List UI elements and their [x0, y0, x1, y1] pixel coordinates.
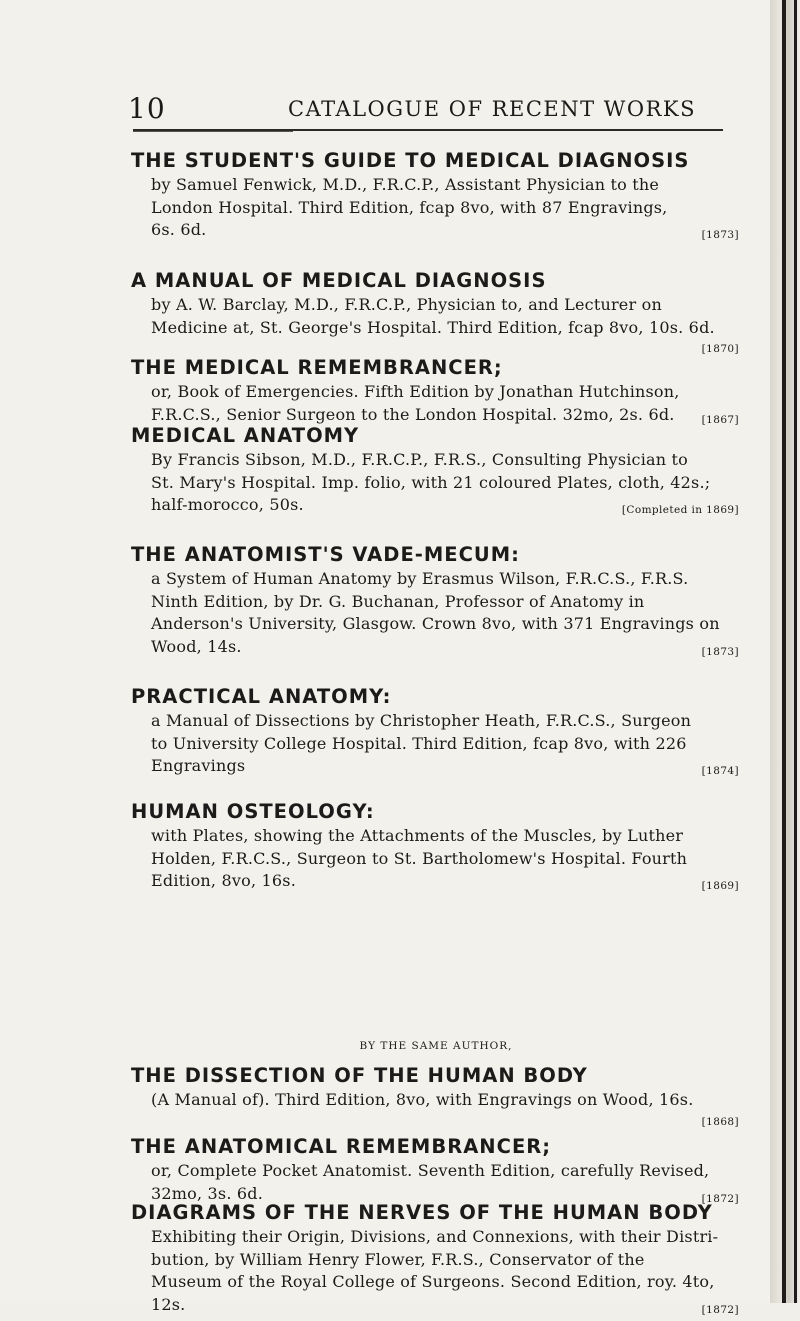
entry-line: or, Complete Pocket Anatomist. Seventh Edition, carefully Revised, [151, 1160, 741, 1183]
entry-line: Wood, 14s. [151, 637, 242, 656]
catalogue-entry [131, 423, 741, 522]
entry-line: Ninth Edition, by Dr. G. Buchanan, Professor of Anatomy in [151, 591, 741, 614]
entry-line: to University College Hospital. Third Edition, fcap 8vo, with 226 [151, 733, 741, 756]
entry-title: DIAGRAMS OF THE NERVES OF THE HUMAN BODY [131, 1200, 741, 1226]
entry-title: HUMAN OSTEOLOGY: [131, 799, 741, 825]
entry-description [131, 568, 741, 658]
entry-line-last [151, 1294, 741, 1317]
entry-description [131, 449, 741, 517]
entry-date: [1868] [151, 1112, 739, 1132]
entry-line: with Plates, showing the Attachments of the Muscles, by Luther [151, 825, 741, 848]
entry-description [131, 1160, 741, 1205]
page-header [128, 92, 728, 132]
entry-line: 32mo, 3s. 6d. [151, 1184, 263, 1203]
entry-date: [Completed in 1869] [622, 499, 739, 522]
entry-line: By Francis Sibson, M.D., F.R.C.P., F.R.S., Consulting Physician to [151, 449, 741, 472]
entry-line: London Hospital. Third Edition, fcap 8vo, with 87 Engravings, [151, 197, 741, 220]
entry-title: THE STUDENT'S GUIDE TO MEDICAL DIAGNOSIS [131, 148, 741, 174]
entry-line: by Samuel Fenwick, M.D., F.R.C.P., Assistant Physician to the [151, 174, 741, 197]
binding-line [794, 0, 797, 1303]
entry-date: [1872] [702, 1299, 739, 1321]
entry-description [131, 294, 741, 359]
entry-line: 6s. 6d. [151, 220, 206, 239]
entry-description [131, 710, 741, 778]
entry-line: by A. W. Barclay, M.D., F.R.C.P., Physician to, and Lecturer on [151, 294, 741, 317]
entry-line: Medicine at, St. George's Hospital. Third Edition, fcap 8vo, 10s. 6d. [151, 317, 741, 340]
entry-line-last [151, 494, 741, 517]
entry-date: [1870] [151, 339, 739, 359]
entry-line: (A Manual of). Third Edition, 8vo, with Engravings on Wood, 16s. [151, 1089, 741, 1112]
entry-line: Holden, F.R.C.S., Surgeon to St. Bartholomew's Hospital. Fourth [151, 848, 741, 871]
entry-title: MEDICAL ANATOMY [131, 423, 741, 449]
page-number: 10 [128, 92, 166, 125]
entry-line: 12s. [151, 1295, 185, 1314]
catalogue-entry [131, 542, 741, 663]
header-rule [133, 129, 723, 131]
entry-line-last [151, 219, 741, 242]
entry-line-last [151, 636, 741, 659]
catalogue-entry [131, 355, 741, 431]
entry-description [131, 1089, 741, 1132]
entry-line: St. Mary's Hospital. Imp. folio, with 21 coloured Plates, cloth, 42s.; [151, 472, 741, 495]
entry-line-last [151, 755, 741, 778]
entry-line: bution, by William Henry Flower, F.R.S., Conservator of the [151, 1249, 741, 1272]
catalogue-entry [131, 799, 741, 898]
entry-title: THE MEDICAL REMEMBRANCER; [131, 355, 741, 381]
entry-description [131, 825, 741, 893]
entry-date: [1874] [702, 760, 739, 783]
entry-title: PRACTICAL ANATOMY: [131, 684, 741, 710]
entry-date: [1873] [702, 641, 739, 664]
entry-title: THE DISSECTION OF THE HUMAN BODY [131, 1063, 741, 1089]
entry-line: a System of Human Anatomy by Erasmus Wilson, F.R.C.S., F.R.S. [151, 568, 741, 591]
entry-line: Engravings [151, 756, 245, 775]
book-gutter-edge [770, 0, 800, 1303]
entry-line: Museum of the Royal College of Surgeons. Second Edition, roy. 4to, [151, 1271, 741, 1294]
entry-line: or, Book of Emergencies. Fifth Edition by Jonathan Hutchinson, [151, 381, 741, 404]
entry-line: Edition, 8vo, 16s. [151, 871, 296, 890]
entry-title: A MANUAL OF MEDICAL DIAGNOSIS [131, 268, 741, 294]
entry-title: THE ANATOMICAL REMEMBRANCER; [131, 1134, 741, 1160]
entry-line: half-morocco, 50s. [151, 495, 304, 514]
entry-date: [1872] [702, 1188, 739, 1211]
entry-description [131, 174, 741, 242]
entry-date: [1873] [702, 224, 739, 247]
catalogue-entry [131, 1134, 741, 1210]
entry-description [131, 381, 741, 426]
binding-line [782, 0, 786, 1303]
catalogue-entry [131, 1063, 741, 1132]
catalogue-entry [131, 148, 741, 247]
entry-line: Anderson's University, Glasgow. Crown 8vo, with 371 Engravings on [151, 613, 741, 636]
entry-date: [1869] [702, 875, 739, 898]
catalogue-entry [131, 684, 741, 783]
entry-line: F.R.C.S., Senior Surgeon to the London Hospital. 32mo, 2s. 6d. [151, 405, 675, 424]
entry-line-last [151, 870, 741, 893]
catalogue-entry [131, 268, 741, 359]
entry-title: THE ANATOMIST'S VADE-MECUM: [131, 542, 741, 568]
entry-date: [1867] [702, 409, 739, 432]
running-title: CATALOGUE OF RECENT WORKS [288, 97, 696, 121]
same-author-note: BY THE SAME AUTHOR, [131, 1040, 741, 1052]
entry-line: Exhibiting their Origin, Divisions, and Connexions, with their Distri- [151, 1226, 741, 1249]
entry-line: a Manual of Dissections by Christopher Heath, F.R.C.S., Surgeon [151, 710, 741, 733]
